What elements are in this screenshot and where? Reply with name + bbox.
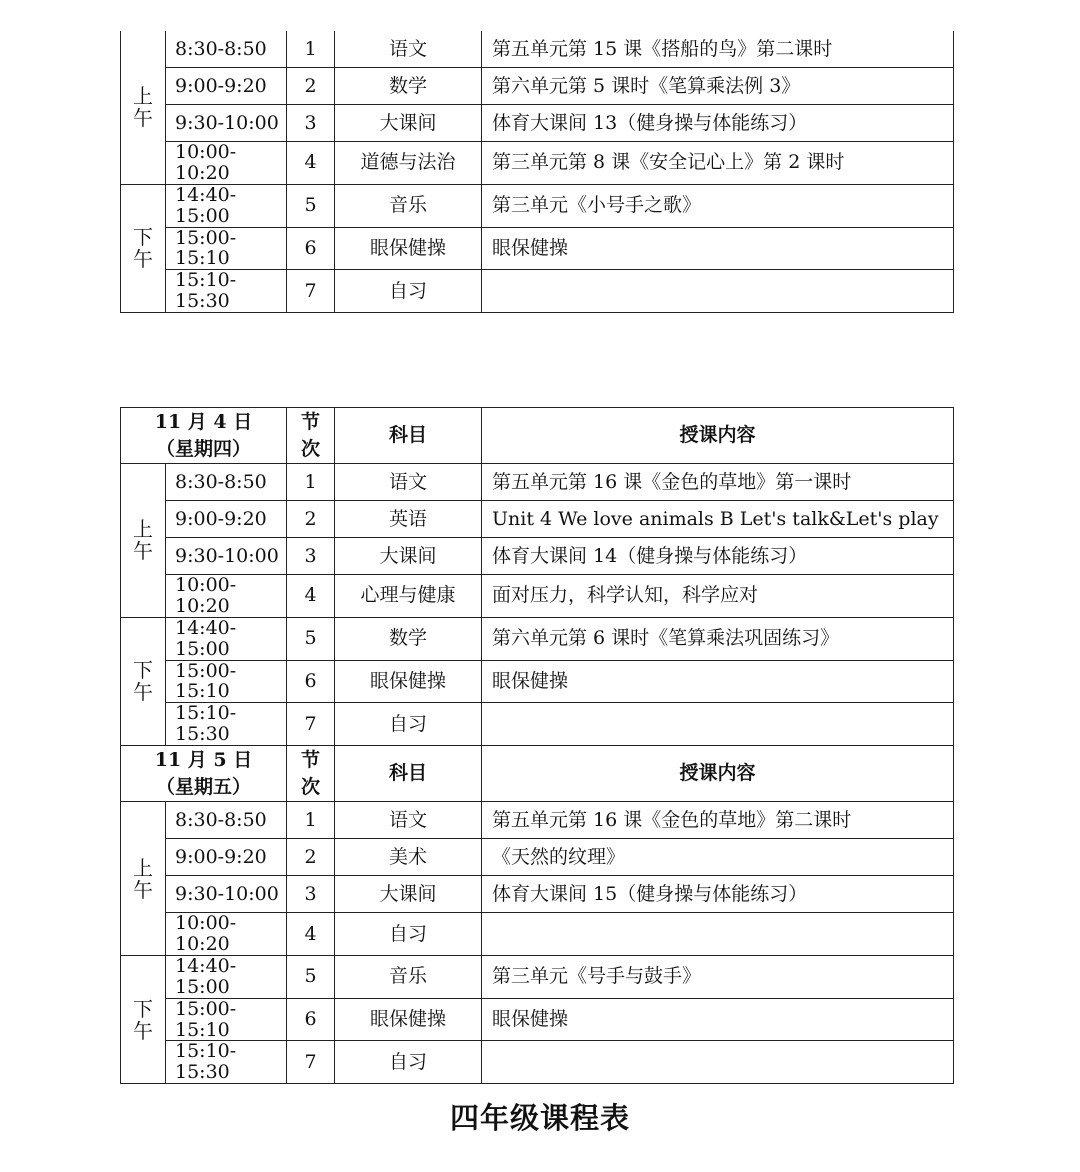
- period-number-cell: 3: [287, 876, 335, 913]
- afternoon-label: 下 午: [121, 617, 166, 745]
- table-row: [121, 501, 954, 538]
- subject-cell: 音乐: [335, 184, 482, 227]
- content-cell: 眼保健操: [482, 660, 954, 703]
- subject-cell: 语文: [335, 31, 482, 68]
- subject-cell: 大课间: [335, 105, 482, 142]
- content-cell: 第五单元第 15 课《搭船的鸟》第二课时: [482, 31, 954, 68]
- table-row: [121, 31, 954, 68]
- table-row: [121, 839, 954, 876]
- time-cell: 15:00-15:10: [166, 660, 287, 703]
- subject-header: 科目: [335, 408, 482, 464]
- period-number-cell: 6: [287, 998, 335, 1041]
- content-cell: 第三单元《号手与鼓手》: [482, 955, 954, 998]
- subject-cell: 语文: [335, 802, 482, 839]
- content-cell: [482, 913, 954, 956]
- date-label: 11 月 4 日: [154, 410, 253, 433]
- time-cell: 9:30-10:00: [166, 876, 287, 913]
- time-cell: 8:30-8:50: [166, 464, 287, 501]
- table-row: [121, 142, 954, 185]
- table-row: [121, 464, 954, 501]
- schedule-body: [121, 408, 954, 1084]
- content-header: 授课内容: [482, 408, 954, 464]
- period-header: 节 次: [287, 746, 335, 802]
- morning-label: 上 午: [121, 464, 166, 618]
- afternoon-label: 下 午: [121, 955, 166, 1083]
- date-header: [121, 408, 287, 464]
- subject-cell: 数学: [335, 68, 482, 105]
- date-label: 11 月 5 日: [154, 748, 253, 771]
- content-cell: [482, 270, 954, 313]
- subject-cell: 大课间: [335, 876, 482, 913]
- subject-cell: 自习: [335, 270, 482, 313]
- table-row: [121, 703, 954, 746]
- subject-cell: 眼保健操: [335, 998, 482, 1041]
- time-cell: 15:00-15:10: [166, 998, 287, 1041]
- subject-cell: 眼保健操: [335, 660, 482, 703]
- period-number-cell: 5: [287, 955, 335, 998]
- content-cell: 体育大课间 14（健身操与体能练习）: [482, 538, 954, 575]
- table-row: [121, 105, 954, 142]
- table-row: [121, 1041, 954, 1084]
- period-number-cell: 6: [287, 660, 335, 703]
- time-cell: 14:40-15:00: [166, 184, 287, 227]
- table-row: [121, 538, 954, 575]
- time-cell: 8:30-8:50: [166, 802, 287, 839]
- period-number-cell: 5: [287, 184, 335, 227]
- time-cell: 10:00-10:20: [166, 913, 287, 956]
- period-number-cell: 7: [287, 270, 335, 313]
- table-row: [121, 660, 954, 703]
- period-number-cell: 5: [287, 617, 335, 660]
- time-cell: 9:00-9:20: [166, 68, 287, 105]
- morning-label: 上 午: [121, 802, 166, 956]
- period-number-cell: 4: [287, 142, 335, 185]
- table-row: [121, 184, 954, 227]
- weekday-label: （星期五）: [156, 775, 252, 798]
- table-row: [121, 270, 954, 313]
- time-cell: 10:00-10:20: [166, 142, 287, 185]
- subject-cell: 美术: [335, 839, 482, 876]
- subject-cell: 心理与健康: [335, 575, 482, 618]
- table-row: [121, 876, 954, 913]
- morning-label: 上 午: [121, 31, 166, 184]
- content-cell: [482, 1041, 954, 1084]
- time-cell: 9:30-10:00: [166, 105, 287, 142]
- table-row: [121, 913, 954, 956]
- table-row: [121, 802, 954, 839]
- content-cell: 眼保健操: [482, 227, 954, 270]
- subject-cell: 大课间: [335, 538, 482, 575]
- afternoon-label: 下 午: [121, 184, 166, 312]
- day-header-row: [121, 746, 954, 802]
- content-cell: 第五单元第 16 课《金色的草地》第二课时: [482, 802, 954, 839]
- content-cell: [482, 703, 954, 746]
- table-row: [121, 575, 954, 618]
- subject-cell: 道德与法治: [335, 142, 482, 185]
- schedule-table-continued: [120, 31, 954, 313]
- subject-cell: 自习: [335, 703, 482, 746]
- time-cell: 15:10-15:30: [166, 703, 287, 746]
- period-number-cell: 2: [287, 501, 335, 538]
- period-number-cell: 2: [287, 839, 335, 876]
- subject-cell: 眼保健操: [335, 227, 482, 270]
- subject-cell: 数学: [335, 617, 482, 660]
- period-number-cell: 4: [287, 913, 335, 956]
- date-header: [121, 746, 287, 802]
- content-cell: 体育大课间 15（健身操与体能练习）: [482, 876, 954, 913]
- time-cell: 14:40-15:00: [166, 617, 287, 660]
- subject-cell: 语文: [335, 464, 482, 501]
- content-cell: 体育大课间 13（健身操与体能练习）: [482, 105, 954, 142]
- time-cell: 14:40-15:00: [166, 955, 287, 998]
- content-cell: 面对压力，科学认知，科学应对: [482, 575, 954, 618]
- period-number-cell: 6: [287, 227, 335, 270]
- table-row: [121, 227, 954, 270]
- subject-header: 科目: [335, 746, 482, 802]
- content-cell: 第三单元《小号手之歌》: [482, 184, 954, 227]
- content-cell: 第六单元第 6 课时《笔算乘法巩固练习》: [482, 617, 954, 660]
- period-number-cell: 4: [287, 575, 335, 618]
- table-row: [121, 998, 954, 1041]
- page-title: 四年级课程表: [449, 1101, 630, 1135]
- period-number-cell: 7: [287, 703, 335, 746]
- period-number-cell: 1: [287, 802, 335, 839]
- table-row: [121, 617, 954, 660]
- period-number-cell: 3: [287, 105, 335, 142]
- period-header: 节 次: [287, 408, 335, 464]
- content-cell: 眼保健操: [482, 998, 954, 1041]
- subject-cell: 自习: [335, 913, 482, 956]
- time-cell: 9:00-9:20: [166, 839, 287, 876]
- time-cell: 9:00-9:20: [166, 501, 287, 538]
- subject-cell: 音乐: [335, 955, 482, 998]
- time-cell: 15:10-15:30: [166, 270, 287, 313]
- table-row: [121, 68, 954, 105]
- time-cell: 10:00-10:20: [166, 575, 287, 618]
- period-number-cell: 1: [287, 31, 335, 68]
- period-number-cell: 7: [287, 1041, 335, 1084]
- weekday-label: （星期四）: [156, 437, 252, 460]
- content-cell: Unit 4 We love animals B Let's talk&Let's play: [482, 501, 954, 538]
- period-number-cell: 3: [287, 538, 335, 575]
- time-cell: 15:10-15:30: [166, 1041, 287, 1084]
- content-cell: 第三单元第 8 课《安全记心上》第 2 课时: [482, 142, 954, 185]
- subject-cell: 自习: [335, 1041, 482, 1084]
- time-cell: 8:30-8:50: [166, 31, 287, 68]
- schedule-body: [121, 31, 954, 313]
- content-cell: 第六单元第 5 课时《笔算乘法例 3》: [482, 68, 954, 105]
- content-header: 授课内容: [482, 746, 954, 802]
- time-cell: 15:00-15:10: [166, 227, 287, 270]
- subject-cell: 英语: [335, 501, 482, 538]
- table-row: [121, 955, 954, 998]
- period-number-cell: 1: [287, 464, 335, 501]
- period-number-cell: 2: [287, 68, 335, 105]
- time-cell: 9:30-10:00: [166, 538, 287, 575]
- content-cell: 《天然的纹理》: [482, 839, 954, 876]
- content-cell: 第五单元第 16 课《金色的草地》第一课时: [482, 464, 954, 501]
- schedule-table: [120, 407, 954, 1084]
- day-header-row: [121, 408, 954, 464]
